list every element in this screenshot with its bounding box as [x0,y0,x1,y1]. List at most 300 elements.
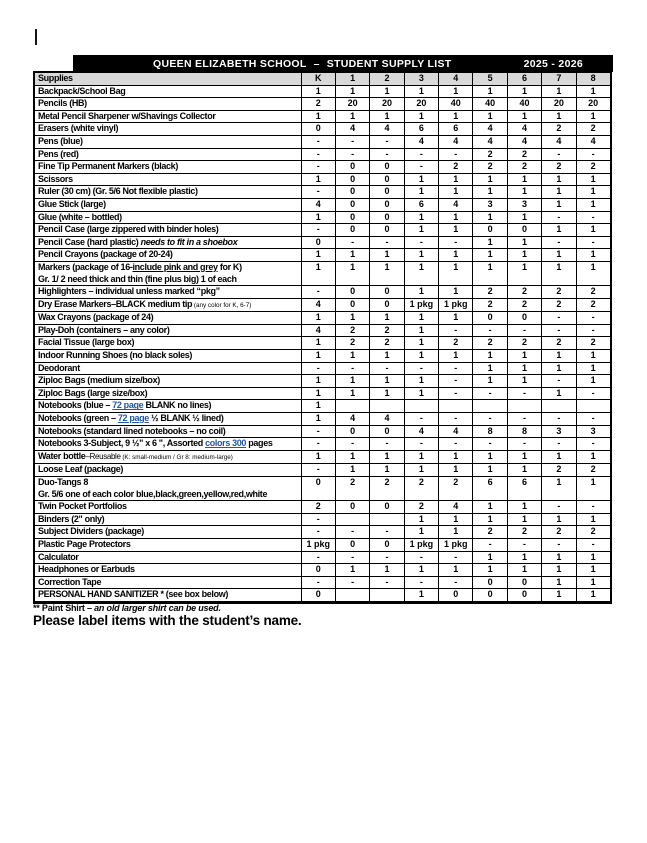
quantity-cell: 2 [576,161,610,174]
table-row [34,98,611,111]
quantity-cell: 0 [370,501,404,514]
label-segment: Ziploc Bags (large size/box) [38,387,148,398]
quantity-cell: 1 [507,186,541,199]
title-bar [73,55,613,72]
label-segment: Calculator [38,551,79,562]
quantity-cell: 1 [404,375,438,388]
label-segment: Notebooks 3-Subject, 9 ½" x 6 ", Assorted [38,438,206,449]
quantity-cell: - [473,438,507,451]
quantity-cell: 1 [576,551,610,564]
quantity-cell: 6 [507,477,541,501]
quantity-cell: 4 [370,123,404,136]
quantity-cell: 4 [473,135,507,148]
school-year: 2025 - 2026 [523,57,583,70]
table-row [34,450,611,464]
quantity-cell: 1 [335,464,369,477]
quantity-cell: 3 [473,198,507,211]
quantity-cell: 1 [439,286,473,299]
quantity-cell: - [301,551,335,564]
quantity-cell: 1 [335,85,369,98]
quantity-cell: 0 [335,501,369,514]
label-segment: Pencil Case (hard plastic) [38,236,141,247]
quantity-cell: - [542,438,576,451]
label-segment: Metal Pencil Sharpener w/Shavings Collector [38,110,216,121]
supply-label-cell [34,161,301,174]
quantity-cell: 1 [542,85,576,98]
quantity-cell: 2 [542,123,576,136]
quantity-cell: - [370,148,404,161]
table-row [34,464,611,477]
quantity-cell: 1 [335,375,369,388]
quantity-cell [370,589,404,603]
quantity-cell: 2 [473,161,507,174]
quantity-cell: 1 [507,375,541,388]
label-segment: Erasers (white vinyl) [38,123,119,134]
label-segment: Glue (white – bottled) [38,211,122,222]
quantity-cell: 4 [301,324,335,337]
quantity-cell: 1 [507,464,541,477]
quantity-cell: - [576,211,610,224]
quantity-cell: 1 [301,85,335,98]
supply-label-cell [34,464,301,477]
label-segment: Pencil Case (large zippered with binder holes) [38,224,219,235]
supply-label-cell [34,400,301,413]
quantity-cell: 1 [542,513,576,526]
quantity-cell: 4 [576,135,610,148]
quantity-cell: 1 [576,513,610,526]
quantity-cell: 1 [473,450,507,464]
supply-label-cell [34,85,301,98]
quantity-cell: 1 [301,400,335,413]
quantity-cell: - [473,413,507,426]
table-row [34,400,611,413]
supply-label-cell [34,249,301,262]
quantity-cell: - [542,236,576,249]
quantity-cell: 1 [370,464,404,477]
label-segment: Deodorant [38,362,80,373]
quantity-cell: 2 [507,148,541,161]
quantity-cell [335,513,369,526]
quantity-cell: 1 [507,110,541,123]
quantity-cell: 1 [473,513,507,526]
quantity-cell: 2 [473,148,507,161]
quantity-cell: 2 [473,337,507,350]
grade-column-header: 1 [335,72,369,85]
quantity-cell: 0 [335,161,369,174]
quantity-cell: 1 [439,526,473,539]
quantity-cell: 2 [301,501,335,514]
quantity-cell: - [439,438,473,451]
quantity-cell: - [507,324,541,337]
label-segment: Highlighters – individual unless marked “pkg” [38,286,220,297]
quantity-cell: 0 [370,538,404,551]
quantity-cell: 1 [370,312,404,325]
label-segment: Water bottle [38,450,86,461]
label-segment: Pencil Crayons (package of 20-24) [38,249,173,260]
table-row [34,286,611,299]
quantity-cell: 1 [404,324,438,337]
quantity-cell: 4 [439,501,473,514]
grade-column-header: K [301,72,335,85]
quantity-cell: 1 [301,211,335,224]
quantity-cell: 0 [473,224,507,237]
quantity-cell: - [542,501,576,514]
grade-column-header: 8 [576,72,610,85]
quantity-cell: - [301,148,335,161]
quantity-cell: 1 [542,362,576,375]
supply-label-cell [34,312,301,325]
table-row [34,110,611,123]
quantity-cell: 6 [473,477,507,501]
supply-label-cell [34,501,301,514]
quantity-cell: 1 [473,110,507,123]
quantity-cell: 1 [335,312,369,325]
quantity-cell: - [473,387,507,400]
quantity-cell: 1 [542,198,576,211]
quantity-cell: 2 [542,298,576,312]
quantity-cell: 1 [507,211,541,224]
label-segment: Correction Tape [38,576,102,587]
quantity-cell: 4 [507,135,541,148]
quantity-cell: - [301,161,335,174]
quantity-cell: 0 [370,298,404,312]
quantity-cell: 1 [335,564,369,577]
table-row [34,224,611,237]
paint-shirt-note-prefix: ** Paint Shirt – [33,603,95,613]
quantity-cell: - [576,236,610,249]
supply-label-cell [34,337,301,350]
quantity-cell: 1 [439,513,473,526]
list-title: STUDENT SUPPLY LIST [326,57,452,70]
quantity-cell: 0 [507,312,541,325]
grade-column-header: 7 [542,72,576,85]
quantity-cell: 1 [404,85,438,98]
quantity-cell: - [507,387,541,400]
supply-label-cell [34,513,301,526]
quantity-cell: 1 [335,387,369,400]
quantity-cell: 0 [473,589,507,603]
quantity-cell: 1 [473,501,507,514]
quantity-cell: 1 [473,261,507,285]
quantity-cell: 6 [439,123,473,136]
quantity-cell: 1 [301,375,335,388]
quantity-cell: 1 [576,362,610,375]
quantity-cell: 0 [301,589,335,603]
quantity-cell: 1 [439,110,473,123]
quantity-cell: 0 [473,576,507,589]
quantity-cell: - [439,387,473,400]
table-row [34,312,611,325]
quantity-cell [439,400,473,413]
label-items-note: Please label items with the student’s name. [33,613,302,628]
grade-column-header: 6 [507,72,541,85]
quantity-cell: 2 [507,286,541,299]
supply-label-cell [34,148,301,161]
label-segment: pages [246,438,273,449]
quantity-cell: - [542,375,576,388]
quantity-cell: 1 [404,387,438,400]
text-cursor [35,29,37,45]
quantity-cell: - [576,538,610,551]
quantity-cell: 2 [542,286,576,299]
quantity-cell: 0 [507,224,541,237]
label-segment: colors 300 [205,438,247,449]
quantity-cell: 1 [542,186,576,199]
quantity-cell: 0 [335,224,369,237]
quantity-cell: 1 [576,110,610,123]
quantity-cell: 1 [507,450,541,464]
quantity-cell: - [542,413,576,426]
quantity-cell: 2 [542,337,576,350]
quantity-cell: 1 [576,198,610,211]
label-segment: Markers (package of 16- [38,261,133,272]
label-segment: Glue Stick (large) [38,198,106,209]
quantity-cell [507,400,541,413]
supply-label-cell [34,173,301,186]
label-segment: Ziploc Bags (medium size/box) [38,375,160,386]
table-row [34,198,611,211]
quantity-cell: 1 [473,464,507,477]
supply-label-cell [34,576,301,589]
quantity-cell: 1 [404,526,438,539]
quantity-cell: 1 [370,85,404,98]
quantity-cell: 1 [301,337,335,350]
quantity-cell: 0 [335,538,369,551]
quantity-cell: - [301,438,335,451]
quantity-cell: 1 [473,186,507,199]
label-segment: Backpack/School Bag [38,85,126,96]
quantity-cell: - [301,513,335,526]
quantity-cell: 4 [335,123,369,136]
table-row [34,413,611,426]
quantity-cell: 1 [335,261,369,285]
title-separator: – [313,57,320,70]
label-segment: Scissors [38,173,73,184]
quantity-cell: 20 [542,98,576,111]
quantity-cell: 1 [404,337,438,350]
quantity-cell: - [576,413,610,426]
paint-shirt-note-italic: an old larger shirt can be used. [94,603,221,613]
quantity-cell: - [370,135,404,148]
supply-label-cell [34,362,301,375]
supply-label-cell [34,375,301,388]
quantity-cell: 1 [542,224,576,237]
quantity-cell: 0 [370,186,404,199]
quantity-cell: 1 [439,173,473,186]
quantity-cell: 1 [404,110,438,123]
quantity-cell: 1 [301,387,335,400]
table-row [34,501,611,514]
quantity-cell: 1 [301,312,335,325]
quantity-cell: 2 [507,526,541,539]
table-row [34,589,611,603]
quantity-cell: - [335,576,369,589]
quantity-cell: 8 [507,425,541,438]
supply-label-cell [34,589,301,603]
label-segment: Notebooks (standard lined notebooks – no coil) [38,425,226,436]
quantity-cell: 1 pkg [439,298,473,312]
quantity-cell: 1 [507,362,541,375]
quantity-cell: 2 [404,501,438,514]
quantity-cell: - [404,161,438,174]
quantity-cell: 1 [301,110,335,123]
supply-label-cell [34,123,301,136]
table-row [34,513,611,526]
quantity-cell: 40 [507,98,541,111]
supply-label-line2 [38,274,301,286]
quantity-cell: 2 [335,477,369,501]
label-segment: Play-Doh (containers – any color) [38,324,170,335]
quantity-cell: 1 [576,477,610,501]
quantity-cell: 1 [439,450,473,464]
quantity-cell: - [370,551,404,564]
quantity-cell: 1 [439,249,473,262]
quantity-cell: - [576,312,610,325]
supply-label-cell [34,538,301,551]
quantity-cell: - [301,362,335,375]
label-segment: Duo-Tangs 8 [38,477,88,487]
label-segment: Indoor Running Shoes (no black soles) [38,350,193,361]
quantity-cell: 1 [301,450,335,464]
quantity-cell: 1 [439,564,473,577]
supply-label-cell [34,526,301,539]
label-segment: Binders (2" only) [38,513,105,524]
quantity-cell: 8 [473,425,507,438]
supplies-column-header: Supplies [34,72,301,85]
table-row [34,173,611,186]
quantity-cell: 1 [473,236,507,249]
quantity-cell: 0 [370,425,404,438]
quantity-cell: 2 [576,464,610,477]
quantity-cell: 1 [576,224,610,237]
table-row [34,526,611,539]
quantity-cell: 2 [370,324,404,337]
quantity-cell: 1 [404,564,438,577]
quantity-cell: - [542,324,576,337]
label-segment: PERSONAL HAND SANITIZER * (see box below) [38,589,229,600]
grade-column-header: 4 [439,72,473,85]
quantity-cell: - [404,148,438,161]
supply-label-cell [34,298,301,312]
quantity-cell: 1 [404,211,438,224]
quantity-cell: 1 [507,173,541,186]
quantity-cell: 3 [542,425,576,438]
quantity-cell: 2 [473,298,507,312]
table-row [34,362,611,375]
supply-label-line2 [38,489,301,501]
quantity-cell: - [335,135,369,148]
quantity-cell: 1 [439,211,473,224]
quantity-cell: 2 [507,337,541,350]
quantity-cell: 0 [335,186,369,199]
quantity-cell: 2 [370,477,404,501]
quantity-cell: 0 [370,211,404,224]
label-segment: Facial Tissue (large box) [38,337,135,348]
quantity-cell: 0 [335,198,369,211]
quantity-cell: 0 [370,286,404,299]
quantity-cell: 1 [301,261,335,285]
quantity-cell: 2 [576,526,610,539]
supply-label-cell [34,477,301,501]
quantity-cell [370,400,404,413]
table-row [34,387,611,400]
quantity-cell: 2 [335,337,369,350]
table-row [34,161,611,174]
quantity-cell: 1 [542,551,576,564]
quantity-cell: 1 [439,261,473,285]
quantity-cell: 1 [473,173,507,186]
quantity-cell: 4 [301,198,335,211]
quantity-cell: 2 [370,337,404,350]
quantity-cell: 4 [542,135,576,148]
quantity-cell: - [404,362,438,375]
supply-label-cell [34,261,301,285]
quantity-cell: 1 [542,249,576,262]
quantity-cell: 1 [404,450,438,464]
label-segment: Gr. 5/6 one of each color [38,488,136,499]
quantity-cell: 4 [335,413,369,426]
quantity-cell: 1 [404,513,438,526]
quantity-cell: 2 [473,286,507,299]
quantity-cell: 20 [370,98,404,111]
quantity-cell: - [370,236,404,249]
quantity-cell: 1 [370,387,404,400]
table-row [34,85,611,98]
quantity-cell: 1 [370,450,404,464]
quantity-cell: - [576,501,610,514]
quantity-cell [576,400,610,413]
quantity-cell: - [404,551,438,564]
quantity-cell: 1 [370,261,404,285]
quantity-cell: 0 [370,173,404,186]
quantity-cell: 1 [473,375,507,388]
quantity-cell: - [507,438,541,451]
supply-label-cell [34,324,301,337]
quantity-cell: 1 [576,85,610,98]
quantity-cell: 1 [473,564,507,577]
school-name: QUEEN ELIZABETH SCHOOL [153,57,307,70]
quantity-cell: 4 [439,198,473,211]
quantity-cell: 2 [301,98,335,111]
quantity-cell: - [542,312,576,325]
quantity-cell: 0 [335,298,369,312]
label-segment: 72 page [117,413,149,424]
label-segment: needs to fit in a shoebox [140,236,238,247]
quantity-cell: 1 [576,576,610,589]
quantity-cell: - [404,236,438,249]
supply-label-cell [34,551,301,564]
quantity-cell: 1 [576,564,610,577]
quantity-cell: - [335,438,369,451]
quantity-cell: 1 [404,224,438,237]
quantity-cell: - [370,362,404,375]
header-row [34,72,611,85]
quantity-cell: 1 [507,249,541,262]
quantity-cell: 1 [576,589,610,603]
quantity-cell: - [301,135,335,148]
quantity-cell: 0 [335,286,369,299]
quantity-cell: 0 [507,576,541,589]
label-segment: (K: small-medium / Gr 8: medium-large) [120,453,233,461]
quantity-cell: 2 [404,477,438,501]
quantity-cell: 1 [576,186,610,199]
quantity-cell [370,513,404,526]
quantity-cell: 1 [473,551,507,564]
supply-label-cell [34,211,301,224]
supply-label-cell [34,236,301,249]
table-row [34,477,611,501]
label-segment: include pink and grey [132,261,218,272]
